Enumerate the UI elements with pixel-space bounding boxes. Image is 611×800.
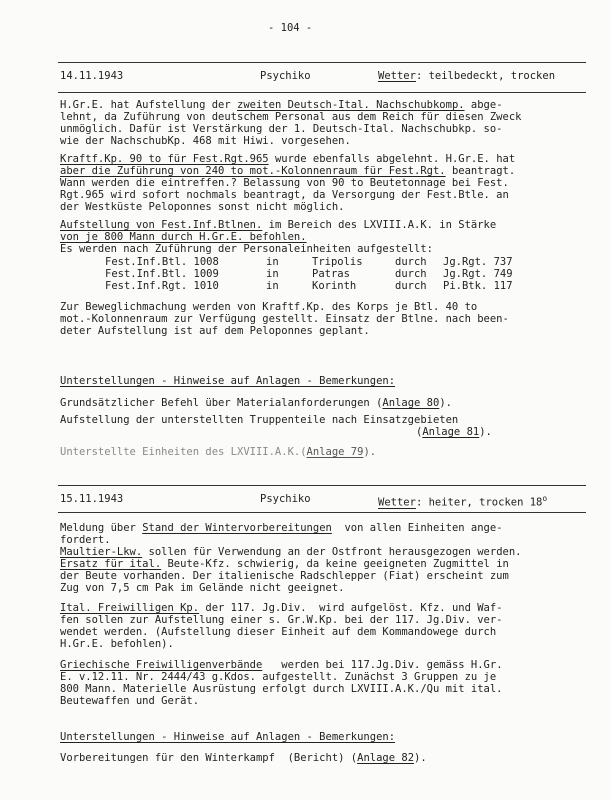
annex-line [60,446,376,458]
underlined-subject: Kraftf.Kp. 90 to für Fest.Rgt.965 [60,153,269,165]
paragraph [60,602,590,650]
text: abge- [464,99,503,111]
entry-place: Psychiko [260,70,311,82]
paragraph [60,659,590,707]
text: sollen für Verwendung an der Ostfront herausgezogen werden. [142,546,522,558]
paragraph [60,153,590,213]
paragraph [60,99,590,147]
text: Vorbereitungen für den Winterkampf (Bericht) ( [60,752,358,764]
annex-heading: Unterstellungen - Hinweise auf Anlagen - Bemerkungen: [60,731,396,743]
table-row [105,280,585,292]
text-line: unmöglich. Dafür ist Verstärkung der 1. Deutsch-Ital. Nachschubkp. so- [60,123,503,135]
text: werden bei 117.Jg.Div. gemäss H.Gr. [262,659,503,671]
table-cell-regiment: Jg.Rgt. 737 [443,256,513,268]
table-row [105,256,585,268]
text-line: mot.-Kolonnenraum zur Verfügung gestellt. Einsatz der Btlne. nach been- [60,313,509,325]
text: wurde ebenfalls abgelehnt. H.Gr.E. hat [268,153,516,165]
weather-value: : heiter, trocken 18 [415,496,543,509]
entry-header-rule [58,512,586,513]
table-row [105,268,585,280]
table-cell-by: durch [395,268,427,280]
paragraph [60,546,590,594]
table-cell-by: durch [395,280,427,292]
table-cell-place: Korinth [312,280,357,292]
table-cell-unit: Fest.Inf.Rgt. 1010 [105,280,219,292]
text-line: wie der NachschubKp. 468 mit Hiwi. vorgesehen. [60,135,351,147]
underlined-subject: Maultier-Lkw. [60,546,143,558]
page-number: - 104 - [268,22,313,34]
text-line: der Westküste Peloponnes sonst nicht möglich. [60,201,345,213]
entry-date: 14.11.1943 [60,70,124,82]
table-cell-regiment: Pi.Btk. 117 [443,280,513,292]
text-line: E. v.12.11. Nr. 2444/43 g.Kdos. aufgestellt. Zunächst 3 Gruppen zu je [60,671,497,683]
entry-top-rule [58,62,586,63]
entry-header-rule [58,92,586,93]
table-cell-place: Tripolis [312,256,363,268]
text: beantragt. [445,165,516,177]
text-line: 800 Mann. Materielle Ausrüstung erfolgt durch LXVIII.A.K./Qu mit ital. [60,683,503,695]
underlined-subject: zweiten Deutsch-Ital. Nachschubkomp. [237,99,465,111]
underlined-subject: Ersatz für ital. [60,558,162,570]
table-cell-in: in [266,280,279,292]
text: H.Gr.E. hat Aufstellung der [60,99,238,111]
text-line: H.Gr.E. befohlen). [60,638,174,650]
text-line: Beutewaffen und Gerät. [60,695,200,707]
table-cell-in: in [266,268,279,280]
text: ). [439,397,452,409]
table-cell-regiment: Jg.Rgt. 749 [443,268,513,280]
text-line: Rgt.965 wird sofort nochmals beantragt, da Versorgung der Fest.Btle. an [60,189,509,201]
weather-label: Wetter [378,70,416,82]
table-cell-in: in [266,256,279,268]
unit-table [105,256,585,292]
text-line: wendet werden. (Aufstellung dieser Einheit auf dem Kommandowege durch [60,626,497,638]
entry-top-rule [58,485,586,486]
text: Grundsätzlicher Befehl über Materialanforderungen ( [60,397,383,409]
table-cell-unit: Fest.Inf.Btl. 1008 [105,256,219,268]
text: Meldung über [60,522,143,534]
text: ( [416,426,423,438]
text: der 117. Jg.Div. wird aufgelöst. Kfz. und Waf- [199,602,503,614]
table-cell-by: durch [395,256,427,268]
annex-line [60,752,427,764]
paragraph [60,219,590,255]
text: ). [363,446,377,458]
text: Unterstellte Einheiten des LXVIII.A.K.( [60,446,307,458]
annex-reference: Anlage 82 [357,752,415,764]
annex-line: Aufstellung der unterstellten Truppenteile nach Einsatzgebieten [60,414,459,426]
text: ). [414,752,427,764]
paragraph [60,301,590,337]
text-line: der Beute vorhanden. Der italienische Radschlepper (Fiat) erscheint zum [60,570,509,582]
text-line: Zur Beweglichmachung werden von Kraftf.Kp. des Korps je Btl. 40 to [60,301,478,313]
text-line: deter Aufstellung ist auf dem Peloponnes geplant. [60,325,370,337]
table-cell-place: Patras [312,268,350,280]
text: ). [479,426,492,438]
annex-reference: Anlage 81 [422,426,480,438]
text: Beute-Kfz. schwierig, da keine geeigneten Zugmittel in [161,558,509,570]
paragraph [60,522,590,546]
text-line: Es werden nach Zuführung der Personaleinheiten aufgestellt: [60,243,433,255]
text-line: lehnt, da Zuführung von deutschem Personal aus dem Reich für diesen Zweck [60,111,522,123]
annex-heading: Unterstellungen - Hinweise auf Anlagen - Bemerkungen: [60,375,396,387]
text: von allen Einheiten ange- [331,522,503,534]
text-line: fordert. [60,534,111,546]
text-line: fen sollen zur Aufstellung einer s. Gr.W.Kp. bei der 117. Jg.Div. ver- [60,614,503,626]
annex-reference: Anlage 79 [306,446,364,458]
entry-weather [378,70,555,82]
entry-place: Psychiko [260,493,311,505]
underlined-line: von je 800 Mann durch H.Gr.E. befohlen. [60,231,307,243]
weather-value: : teilbedeckt, trocken [415,70,556,82]
text-line: Zug von 7,5 cm Pak im Gelände nicht geeignet. [60,582,345,594]
underlined-subject: Stand der Wintervorbereitungen [142,522,332,534]
text-line: Wann werden die eintreffen.? Belassung von 90 to Beutetonnage bei Fest. [60,177,509,189]
underlined-subject: aber die Zuführung von 240 to mot.-Kolonnenraum für Fest.Rgt. [60,165,446,177]
weather-label: Wetter [378,496,416,509]
annex-reference: Anlage 80 [382,397,440,409]
table-cell-unit: Fest.Inf.Btl. 1009 [105,268,219,280]
underlined-subject: Griechische Freiwilligenverbände [60,659,263,671]
underlined-subject: Aufstellung von Fest.Inf.Btlnen. [60,219,263,231]
annex-line [60,397,452,409]
underlined-subject: Ital. Freiwilligen Kp. [60,602,200,614]
entry-weather [378,493,547,509]
text: im Bereich des LXVIII.A.K. in Stärke [262,219,497,231]
entry-date: 15.11.1943 [60,493,124,505]
annex-line [416,426,492,438]
degree-sign: o [542,494,548,503]
